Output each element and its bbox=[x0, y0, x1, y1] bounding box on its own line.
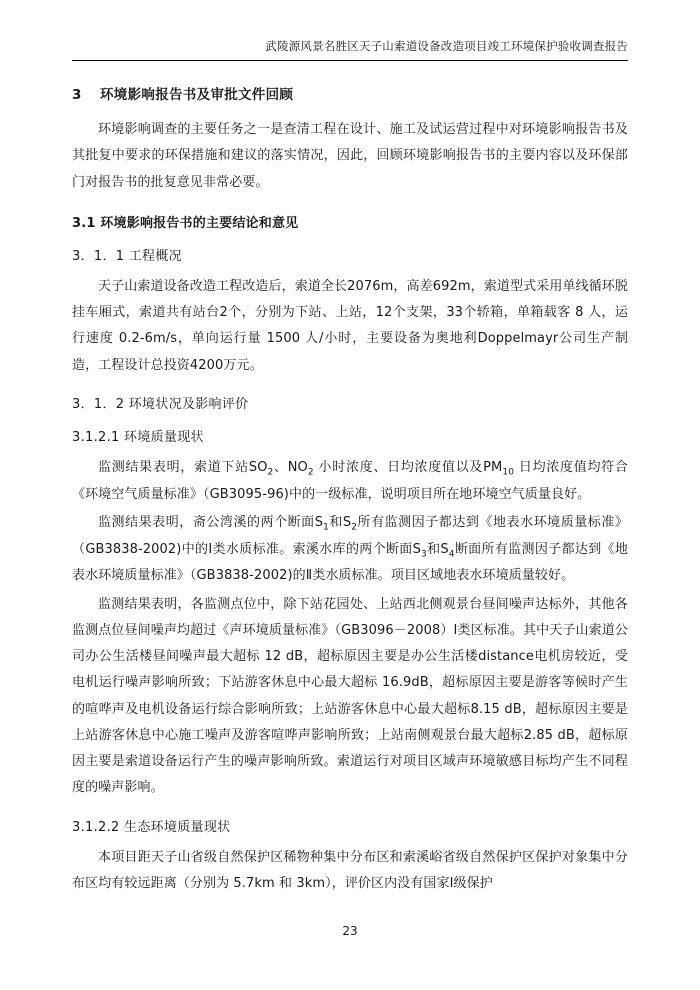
text-run: 断面所有监测因子都达到《地表水环境质量标准》（GB3838-2002)的Ⅱ类水质标准。项目区域地表水环境质量较好。 bbox=[72, 541, 628, 584]
section-3-1-2-2-paragraph-1: 本项目距天子山省级自然保护区稀物种集中分布区和索溪峪省级自然保护区保护对象集中分布区均有较远距离（分别为 5.7km 和 3km），评价区内没有国家Ⅰ级保护 bbox=[72, 849, 628, 891]
header-divider bbox=[72, 60, 628, 61]
text-run: 和S bbox=[328, 514, 352, 530]
section-3-1-2-1-paragraph-1 bbox=[72, 455, 628, 508]
subscript: 2 bbox=[307, 467, 314, 478]
section-3-1-2-1-paragraph-2 bbox=[72, 510, 628, 590]
text-run: 和S bbox=[426, 541, 449, 557]
text-run: 监测结果表明，斋公湾溪的两个断面S bbox=[98, 514, 324, 530]
section-3-1-2-heading: 3．1．2 环境状况及影响评价 bbox=[72, 396, 249, 412]
section-3-1-heading: 3.1 环境影响报告书的主要结论和意见 bbox=[72, 215, 299, 231]
text-run: 所有监测因子都达到《地表水环境质量标准》（GB3838-2002)中的Ⅰ类水质标准。索溪水库的两个断面S bbox=[72, 514, 628, 557]
section-3-title: 环境影响报告书及审批文件回顾 bbox=[100, 87, 294, 104]
section-3-number: 3 bbox=[72, 87, 82, 104]
text-run: 、NO bbox=[273, 459, 308, 475]
subscript: 3 bbox=[421, 549, 427, 560]
page-number: 23 bbox=[342, 924, 358, 938]
text-run: 日均浓度值均符合《环境空气质量标准》（GB3095-96)中的一级标准，说明项目所在地环境空气质量良好。 bbox=[72, 459, 628, 502]
section-3-paragraph-1: 环境影响调查的主要任务之一是查清工程在设计、施工及试运营过程中对环境影响报告书及其批复中要求的环保措施和建议的落实情况，因此，回顾环境影响报告书的主要内容以及环保部门对报告书的批复意见非常必要。 bbox=[72, 122, 628, 190]
section-3-1-1-heading: 3．1．1 工程概况 bbox=[72, 248, 182, 264]
text-run: 监测结果表明，索道下站SO bbox=[98, 459, 268, 475]
section-3-heading bbox=[72, 83, 628, 103]
page-header: 武陵源风景名胜区天子山索道设备改造项目竣工环境保护验收调查报告 bbox=[265, 39, 628, 53]
section-3-1-2-1-heading: 3.1.2.1 环境质量现状 bbox=[72, 429, 204, 445]
section-3-1-2-2-heading: 3.1.2.2 生态环境质量现状 bbox=[72, 819, 231, 835]
subscript: 4 bbox=[448, 549, 455, 560]
text-run: 小时浓度、日均浓度值以及PM bbox=[313, 459, 503, 475]
subscript: 1 bbox=[323, 522, 329, 533]
subscript: 2 bbox=[351, 522, 358, 533]
section-3-1-1-paragraph-1: 天子山索道设备改造工程改造后，索道全长2076m，高差692m，索道型式采用单线循环脱挂车厢式，索道共有站台2个，分别为下站、上站，12个支架，33个轿箱，单箱载客 8 人，运行速度 0.2-6m/s，单向运行量 1500 人/小时，主要设备为奥地利Doppelmayr公司生产制造，工程设计总投资4200万元。 bbox=[72, 278, 628, 373]
subscript: 10 bbox=[502, 467, 515, 478]
page-content bbox=[72, 38, 628, 899]
subscript: 2 bbox=[267, 467, 274, 478]
section-3-1-2-1-paragraph-3: 监测结果表明，各监测点位中，除下站花园处、上站西北侧观景台昼间噪声达标外，其他各监测点位昼间噪声均超过《声环境质量标准》（GB3096－2008）Ⅰ类区标准。其中天子山索道公司办公生活楼昼间噪声最大超标 12 dB，超标原因主要是办公生活楼distance电机房较近，受电机运行噪声影响所致；下站游客休息中心最大超标 16.9dB，超标原因主要是游客等候时产生的喧哗声及电机设备运行综合影响所致；上站游客休息中心最大超标8.15 dB，超标原因主要是上站游客休息中心施工噪声及游客喧哗声影响所致；上站南侧观景台最大超标2.85 dB，超标原因主要是索道设备运行产生的噪声影响所致。索道运行对项目区域声环境敏感目标均产生不同程度的噪声影响。 bbox=[72, 596, 628, 796]
